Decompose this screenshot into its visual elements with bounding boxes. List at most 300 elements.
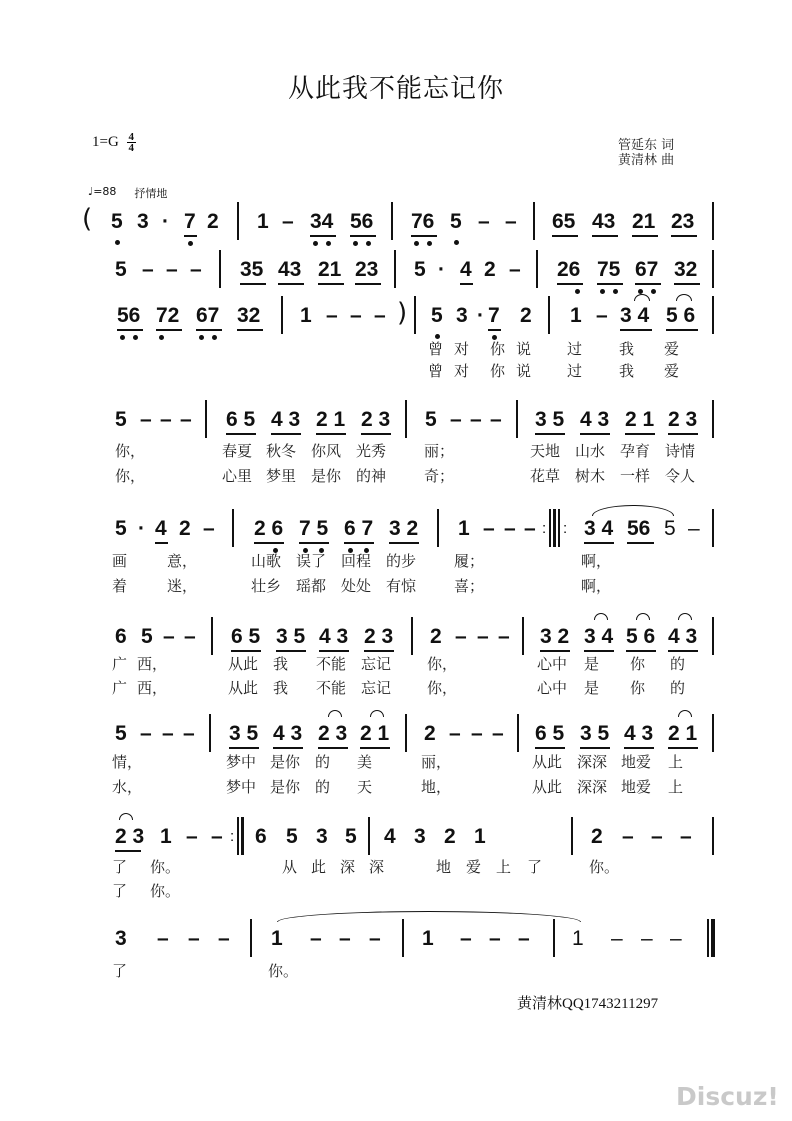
lyric: 你。 <box>268 962 299 980</box>
dash: – <box>483 517 495 540</box>
lyric: 是你 <box>270 753 301 771</box>
lyric: 喜； <box>454 577 485 595</box>
underline <box>355 283 381 285</box>
barline <box>712 296 714 334</box>
lyric: 是你 <box>311 467 342 485</box>
note: 5 <box>345 825 357 848</box>
underline <box>276 650 306 652</box>
lyric: 山水 <box>575 442 606 460</box>
lyric: 对 <box>454 362 470 380</box>
note: 5 <box>431 304 443 327</box>
key-label: 1=G <box>92 134 119 150</box>
lyric: 丽； <box>424 442 455 460</box>
note: 21 <box>318 258 342 281</box>
note: 4 3 <box>668 625 698 648</box>
note: 5 <box>286 825 298 848</box>
lyric: 了 <box>527 858 543 876</box>
barline <box>712 817 714 855</box>
lyric: 的 <box>670 655 686 673</box>
lyric: 爱 <box>664 362 680 380</box>
dash: – <box>490 408 502 431</box>
dash: – <box>504 517 516 540</box>
underline <box>360 747 390 749</box>
lyric: 不能 <box>316 679 347 697</box>
underline <box>237 329 263 331</box>
underline <box>229 747 259 749</box>
open-paren: ( <box>82 204 93 234</box>
underline <box>488 329 501 331</box>
lyric: 地爱 <box>621 778 652 796</box>
low-octave-dot <box>313 241 318 246</box>
low-octave-dot <box>600 289 605 294</box>
slur-arc <box>592 505 674 516</box>
underline <box>271 433 301 435</box>
note: 2 3 <box>318 722 348 745</box>
note: 6 5 <box>226 408 256 431</box>
dash: – <box>670 927 682 950</box>
note: 1 <box>160 825 172 848</box>
dash: – <box>186 825 198 848</box>
underline <box>632 235 658 237</box>
dash: – <box>282 210 294 233</box>
underline <box>674 283 700 285</box>
dash: – <box>518 927 530 950</box>
lyric: 春夏 <box>222 442 253 460</box>
barline <box>405 400 407 438</box>
underline <box>231 650 261 652</box>
underline <box>389 542 419 544</box>
barline <box>250 919 252 957</box>
dash: – <box>680 825 692 848</box>
note: 2 3 <box>115 825 145 848</box>
lyric: 有惊 <box>386 577 417 595</box>
underline <box>155 542 168 544</box>
underline <box>668 433 698 435</box>
dash: – <box>455 625 467 648</box>
note: 35 <box>240 258 264 281</box>
lyric: 地， <box>421 778 452 796</box>
barline <box>402 919 404 957</box>
lyric: 你， <box>427 679 458 697</box>
note: 2 6 <box>254 517 284 540</box>
lyric: 过 <box>567 340 583 358</box>
barline <box>712 202 714 240</box>
dash: – <box>374 304 386 327</box>
barline <box>205 400 207 438</box>
note: 3 2 <box>540 625 570 648</box>
barline <box>712 400 714 438</box>
note: 3 5 <box>580 722 610 745</box>
low-octave-dot <box>414 241 419 246</box>
close-paren: ) <box>397 298 408 328</box>
dash: – <box>369 927 381 950</box>
low-octave-dot <box>454 240 459 245</box>
note: 75 <box>597 258 621 281</box>
note: 3 <box>414 825 426 848</box>
lyric: 的神 <box>356 467 387 485</box>
staff-row-1 <box>0 204 792 250</box>
note: 7 <box>184 210 196 233</box>
underline <box>460 283 473 285</box>
dash: – <box>524 517 536 540</box>
lyric: 忘记 <box>361 679 392 697</box>
note: 3 5 <box>229 722 259 745</box>
lyric: 的步 <box>386 552 417 570</box>
lyric: 意， <box>167 552 198 570</box>
barline <box>237 202 239 240</box>
lyric: 你风 <box>311 442 342 460</box>
barline <box>391 202 393 240</box>
lyric: 上 <box>668 778 684 796</box>
underline <box>535 747 565 749</box>
underline <box>115 850 141 852</box>
underline <box>254 542 284 544</box>
underline <box>626 650 656 652</box>
dash: – <box>140 722 152 745</box>
watermark-logo: Discuz! <box>676 1082 779 1111</box>
lyric: 是你 <box>270 778 301 796</box>
note: 32 <box>237 304 261 327</box>
underline <box>273 747 303 749</box>
lyric: 广 <box>112 679 128 697</box>
lyric: 一样 <box>620 467 651 485</box>
underline <box>318 747 348 749</box>
lyricist: 管延东 词 <box>618 138 675 153</box>
lyric: 的 <box>315 778 331 796</box>
lyric: 你。 <box>589 858 620 876</box>
note: 5 <box>450 210 462 233</box>
time-signature: 4 4 <box>128 131 135 154</box>
note: 2 3 <box>361 408 391 431</box>
dash: – <box>622 825 634 848</box>
dash: – <box>310 927 322 950</box>
note: 4 3 <box>271 408 301 431</box>
lyric: 上 <box>668 753 684 771</box>
note: 3 <box>316 825 328 848</box>
lyric: 孕育 <box>620 442 651 460</box>
underline <box>557 283 583 285</box>
lyric: 曾 <box>428 340 444 358</box>
lyrics-row-5 <box>0 552 792 596</box>
barline <box>712 714 714 752</box>
barline <box>553 919 555 957</box>
lyric: 梦里 <box>266 467 297 485</box>
lyric: 是 <box>584 655 600 673</box>
arranger-signature: 黄清林QQ1743211297 <box>517 996 659 1012</box>
dot-note: · <box>477 304 484 327</box>
dash: – <box>188 927 200 950</box>
underline <box>635 283 661 285</box>
note: 1 <box>458 517 470 540</box>
dot-note: · <box>138 517 145 540</box>
lyric: 从 <box>282 858 298 876</box>
underline <box>319 650 349 652</box>
underline <box>117 329 143 331</box>
lyrics-row-8 <box>0 858 792 902</box>
note: 2 <box>444 825 456 848</box>
dash: – <box>184 625 196 648</box>
note: 1 <box>300 304 312 327</box>
lyric: 回程 <box>341 552 372 570</box>
lyric: 了 <box>112 882 128 900</box>
lyric: 心中 <box>537 655 568 673</box>
note: 3 4 <box>584 625 614 648</box>
note: 56 <box>117 304 141 327</box>
note: 1 <box>572 927 584 950</box>
barline <box>533 202 535 240</box>
dash: – <box>162 722 174 745</box>
barline <box>712 250 714 288</box>
underline <box>156 329 182 331</box>
staff-row-5 <box>0 517 792 557</box>
underline <box>625 433 655 435</box>
staff-row-9 <box>0 927 792 967</box>
repeat-barline <box>558 509 560 547</box>
note: 2 3 <box>668 408 698 431</box>
tie-arc <box>636 613 650 620</box>
note: 5 6 <box>666 304 696 327</box>
low-octave-dot <box>613 289 618 294</box>
barline <box>517 714 519 752</box>
lyric: 你， <box>115 467 146 485</box>
lyric: 天 <box>357 778 373 796</box>
lyric: 深 <box>369 858 385 876</box>
dash: – <box>641 927 653 950</box>
note: 1 <box>271 927 283 950</box>
note: 5 <box>115 258 127 281</box>
underline <box>584 542 614 544</box>
note: 2 1 <box>668 722 698 745</box>
underline <box>240 283 266 285</box>
barline <box>394 250 396 288</box>
lyric: 曾 <box>428 362 444 380</box>
lyric: 壮乡 <box>251 577 282 595</box>
underline <box>540 650 570 652</box>
dash: – <box>203 517 215 540</box>
lyric: 上 <box>496 858 512 876</box>
dash: – <box>449 722 461 745</box>
low-octave-dot <box>435 334 440 339</box>
note: 2 <box>520 304 532 327</box>
repeat-barline <box>549 509 551 547</box>
tempo-bpm: ♩=88 <box>88 185 117 198</box>
underline <box>597 283 623 285</box>
repeat-barline-thick <box>241 817 244 855</box>
underline <box>580 433 610 435</box>
note: 34 <box>310 210 334 233</box>
note: 4 <box>384 825 396 848</box>
note: 1 <box>474 825 486 848</box>
dash: – <box>157 927 169 950</box>
underline <box>316 433 346 435</box>
low-octave-dot <box>651 289 656 294</box>
barline <box>219 250 221 288</box>
lyric: 奇； <box>424 467 455 485</box>
note: 23 <box>671 210 695 233</box>
dash: – <box>183 722 195 745</box>
lyric: 不能 <box>316 655 347 673</box>
lyric: 履； <box>454 552 485 570</box>
repeat-barline <box>237 817 239 855</box>
lyric: 心里 <box>222 467 253 485</box>
note: 23 <box>355 258 379 281</box>
tie-arc <box>370 710 384 717</box>
lyric: 啊， <box>581 552 612 570</box>
lyric: 情， <box>112 753 143 771</box>
barline <box>405 714 407 752</box>
note: 3 <box>456 304 468 327</box>
dash: – <box>450 408 462 431</box>
note: 5 <box>664 517 676 540</box>
dash: – <box>611 927 623 950</box>
lyric: 说 <box>516 362 532 380</box>
underline <box>592 235 618 237</box>
note: 76 <box>411 210 435 233</box>
underline <box>310 235 336 237</box>
note: 1 <box>422 927 434 950</box>
barline <box>209 714 211 752</box>
lyric: 西， <box>137 655 168 673</box>
barline <box>548 296 550 334</box>
lyric: 花草 <box>530 467 561 485</box>
dash: – <box>471 722 483 745</box>
note: 2 <box>484 258 496 281</box>
lyric: 地爱 <box>621 753 652 771</box>
note: 3 <box>115 927 127 950</box>
note: 2 <box>207 210 219 233</box>
dot-note: · <box>438 258 445 281</box>
repeat-dots: : <box>542 520 547 537</box>
underline <box>671 235 697 237</box>
dash: – <box>142 258 154 281</box>
lyric: 我 <box>619 340 635 358</box>
lyric: 啊， <box>581 577 612 595</box>
note: 2 <box>179 517 191 540</box>
repeat-barline-thick <box>553 509 556 547</box>
tie-arc <box>328 710 342 717</box>
dash: – <box>596 304 608 327</box>
lyrics-row-9 <box>0 962 792 986</box>
lyric: 你 <box>490 362 506 380</box>
dash: – <box>489 927 501 950</box>
dash: – <box>509 258 521 281</box>
underline <box>552 235 578 237</box>
lyric: 令人 <box>665 467 696 485</box>
dash: – <box>180 408 192 431</box>
lyric: 诗情 <box>665 442 696 460</box>
low-octave-dot <box>326 241 331 246</box>
low-octave-dot <box>366 241 371 246</box>
dash: – <box>688 517 700 540</box>
lyric: 你 <box>630 679 646 697</box>
dash: – <box>505 210 517 233</box>
lyric: 梦中 <box>226 778 257 796</box>
barline <box>437 509 439 547</box>
lyric: 地 <box>436 858 452 876</box>
lyric: 心中 <box>537 679 568 697</box>
barline <box>712 617 714 655</box>
note: 4 3 <box>624 722 654 745</box>
lyric: 你。 <box>150 858 181 876</box>
barline <box>232 509 234 547</box>
lyric: 画 <box>112 552 128 570</box>
barline <box>211 617 213 655</box>
underline <box>184 235 197 237</box>
note: 4 <box>155 517 167 540</box>
note: 5 <box>141 625 153 648</box>
note: 3 5 <box>276 625 306 648</box>
note: 4 3 <box>273 722 303 745</box>
lyric: 从此 <box>228 655 259 673</box>
tie-arc <box>594 613 608 620</box>
dash: – <box>166 258 178 281</box>
credits <box>618 138 674 168</box>
barline <box>281 296 283 334</box>
underline <box>584 650 614 652</box>
note: 6 <box>115 625 127 648</box>
note: 1 <box>570 304 582 327</box>
lyric: 秋冬 <box>266 442 297 460</box>
note: 21 <box>632 210 656 233</box>
lyric: 广 <box>112 655 128 673</box>
lyrics-row-3 <box>0 340 792 384</box>
underline <box>627 542 654 544</box>
note: 2 1 <box>360 722 390 745</box>
lyric: 水， <box>112 778 143 796</box>
dash: – <box>190 258 202 281</box>
dash: – <box>470 408 482 431</box>
lyric: 我 <box>619 362 635 380</box>
lyric: 天地 <box>530 442 561 460</box>
dash: – <box>460 927 472 950</box>
low-octave-dot <box>575 289 580 294</box>
dash: – <box>140 408 152 431</box>
note: 5 6 <box>626 625 656 648</box>
underline <box>299 542 329 544</box>
note: 5 <box>425 408 437 431</box>
dash: – <box>651 825 663 848</box>
underline <box>666 329 698 331</box>
note: 26 <box>557 258 581 281</box>
expression: 抒情地 <box>134 187 168 200</box>
underline <box>411 235 437 237</box>
dash: – <box>160 408 172 431</box>
note: 2 1 <box>625 408 655 431</box>
lyric: 的 <box>315 753 331 771</box>
lyric: 是 <box>584 679 600 697</box>
note: 5 <box>111 210 123 233</box>
note: 5 <box>115 722 127 745</box>
lyric: 深 <box>340 858 356 876</box>
note: 4 <box>460 258 472 281</box>
lyrics-row-6 <box>0 655 792 699</box>
note: 1 <box>257 210 269 233</box>
final-barline-thin <box>707 919 709 957</box>
lyric: 从此 <box>532 753 563 771</box>
lyric: 美 <box>357 753 373 771</box>
underline <box>318 283 344 285</box>
lyric: 爱 <box>466 858 482 876</box>
tie-arc <box>119 813 133 820</box>
lyric: 从此 <box>532 778 563 796</box>
tie-arc <box>678 710 692 717</box>
note: 6 5 <box>231 625 261 648</box>
lyric: 我 <box>273 655 289 673</box>
note: 6 5 <box>535 722 565 745</box>
barline <box>516 400 518 438</box>
dash: – <box>478 210 490 233</box>
dash: – <box>211 825 223 848</box>
